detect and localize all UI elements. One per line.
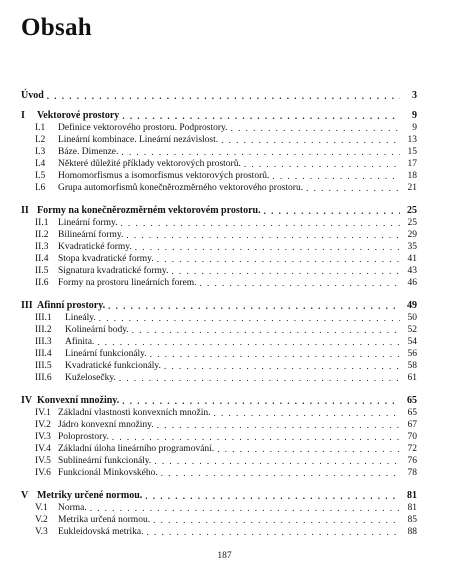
toc-section-row: [21, 514, 417, 526]
toc-entry-number: III.4: [35, 349, 52, 359]
toc-section-row: [21, 324, 417, 336]
toc-entry-number: V.3: [35, 527, 48, 537]
toc-entry-number: II.2: [35, 230, 49, 240]
toc-entry-page: 15: [407, 147, 417, 157]
toc-entry-number: II.4: [35, 254, 49, 264]
toc-entry-title: Jádro konvexní množiny.: [58, 420, 154, 430]
page-title: Obsah: [21, 14, 92, 41]
toc-section-row: [21, 134, 417, 146]
dot-leader: [150, 348, 400, 360]
toc-entry-number: IV.3: [35, 432, 51, 442]
toc-entry-page: 9: [412, 110, 417, 121]
toc-section-row: [21, 253, 417, 265]
toc-entry-number: I.5: [35, 171, 46, 181]
toc-entry-number: I.3: [35, 147, 46, 157]
toc-entry-number: I.4: [35, 159, 46, 169]
toc-entry-page: 9: [412, 123, 417, 133]
toc-entry-page: 3: [412, 90, 417, 101]
toc-section-row: [21, 372, 417, 384]
toc-entry-number: III.2: [35, 325, 52, 335]
toc-entry-page: 18: [407, 171, 417, 181]
toc-entry-number: I.2: [35, 135, 46, 145]
toc-entry-title: Lineární kombinace. Lineární nezávislost.: [58, 135, 219, 145]
toc-entry-number: IV.2: [35, 420, 51, 430]
toc-entry-title: Kuželosečky.: [65, 373, 116, 383]
toc-section-row: [21, 182, 417, 194]
toc-entry-page: 65: [407, 395, 417, 406]
toc-section-row: [21, 229, 417, 241]
toc-entry-page: 21: [407, 183, 417, 193]
toc-entry-page: 67: [407, 420, 417, 430]
toc-entry-page: 17: [407, 159, 417, 169]
toc-entry-page: 41: [407, 254, 417, 264]
toc-entry-number: V.2: [35, 515, 48, 525]
dot-leader: [145, 490, 400, 502]
toc-entry-title: Sublineární funkcionály.: [58, 456, 152, 466]
toc-entry-title: Poloprostory.: [58, 432, 109, 442]
toc-entry-title: Bilineární formy.: [58, 230, 124, 240]
dot-leader: [244, 158, 400, 170]
toc-entry-page: 52: [407, 325, 417, 335]
toc-entry-page: 46: [407, 278, 417, 288]
toc-entry-title: Některé důležité příklady vektorových prostorů.: [58, 159, 241, 169]
toc-entry-number: II.3: [35, 242, 49, 252]
toc-section-row: [21, 217, 417, 229]
toc-section-row: [21, 467, 417, 479]
toc-section-row: [21, 312, 417, 324]
toc-entry-page: 88: [407, 527, 417, 537]
dot-leader: [121, 217, 400, 229]
toc-entry-title: Kolineární body.: [65, 325, 129, 335]
toc-entry-title: Lineární formy.: [58, 218, 118, 228]
toc-entry-title: Eukleidovská metrika.: [58, 527, 144, 537]
dot-leader: [132, 324, 400, 336]
toc-entry-title: Metriky určené normou.: [37, 490, 143, 501]
toc-entry-title: Norma.: [58, 503, 87, 513]
toc-entry-number: I: [21, 110, 25, 121]
toc-chapter-row: [21, 300, 417, 312]
toc-entry-page: 56: [407, 349, 417, 359]
toc-entry-title: Úvod: [21, 90, 44, 101]
toc-entry-title: Kvadratické formy.: [58, 242, 132, 252]
toc-entry-page: 43: [407, 266, 417, 276]
dot-leader: [47, 90, 400, 102]
dot-leader: [157, 253, 400, 265]
toc-entry-title: Lineární funkcionály.: [65, 349, 147, 359]
dot-leader: [214, 407, 400, 419]
dot-leader: [221, 134, 400, 146]
dot-leader: [121, 146, 400, 158]
toc-entry-title: Lineály.: [65, 313, 96, 323]
toc-entry-title: Signatura kvadratické formy.: [58, 266, 169, 276]
toc-entry-title: Homomorfismus a isomorfismus vektorových prostorů.: [58, 171, 270, 181]
toc-entry-page: 72: [407, 444, 417, 454]
toc-entry-title: Metrika určená normou.: [58, 515, 151, 525]
toc-section-row: [21, 348, 417, 360]
toc-section-row: [21, 502, 417, 514]
toc-entry-title: Stopa kvadratické formy.: [58, 254, 154, 264]
toc-section-row: [21, 265, 417, 277]
toc-entry-number: IV.5: [35, 456, 51, 466]
toc-entry-page: 78: [407, 468, 417, 478]
toc-section-row: [21, 360, 417, 372]
toc-entry-page: 76: [407, 456, 417, 466]
dot-leader: [108, 300, 400, 312]
toc-entry-title: Afinní prostory.: [37, 300, 106, 311]
dot-leader: [200, 277, 400, 289]
toc-entry-title: Kvadratické funkcionály.: [65, 361, 161, 371]
toc-entry-page: 29: [407, 230, 417, 240]
toc-entry-number: V.1: [35, 503, 48, 513]
toc-entry-title: Základní úloha lineárního programování.: [58, 444, 215, 454]
toc-entry-page: 50: [407, 313, 417, 323]
toc-entry-number: IV.4: [35, 444, 51, 454]
toc-section-row: [21, 526, 417, 538]
toc-section-row: [21, 158, 417, 170]
page-number: 187: [217, 551, 232, 561]
toc-entry-page: 65: [407, 408, 417, 418]
toc-entry-number: III.6: [35, 373, 52, 383]
dot-leader: [157, 419, 400, 431]
dot-leader: [164, 360, 400, 372]
toc-entry-number: IV.6: [35, 468, 51, 478]
toc-entry-page: 81: [407, 490, 417, 501]
toc-entry-title: Funkcionál Minkovského.: [58, 468, 158, 478]
toc-chapter-row: [21, 490, 417, 502]
dot-leader: [264, 205, 400, 217]
toc-entry-title: Formy na prostoru lineárních forem.: [58, 278, 197, 288]
toc-entry-title: Vektorové prostory: [37, 110, 120, 121]
dot-leader: [119, 372, 400, 384]
toc-entry-number: II.1: [35, 218, 49, 228]
dot-leader: [135, 241, 400, 253]
toc-entry-number: II: [21, 205, 29, 216]
toc-entry-page: 85: [407, 515, 417, 525]
toc-entry-number: IV: [21, 395, 33, 406]
toc-entry-number: I.6: [35, 183, 46, 193]
toc-entry-number: V: [21, 490, 29, 501]
toc-entry-page: 58: [407, 361, 417, 371]
toc-entry-page: 70: [407, 432, 417, 442]
toc-entry-title: Báze. Dimenze.: [58, 147, 119, 157]
toc-entry-page: 81: [407, 503, 417, 513]
toc-entry-number: IV.1: [35, 408, 51, 418]
dot-leader: [146, 526, 400, 538]
toc-section-row: [21, 336, 417, 348]
toc-section-row: [21, 455, 417, 467]
dot-leader: [272, 170, 400, 182]
toc-section-row: [21, 241, 417, 253]
toc-entry-title: Afinita.: [65, 337, 95, 347]
toc-section-row: [21, 431, 417, 443]
toc-entry-number: III.3: [35, 337, 52, 347]
dot-leader: [306, 182, 400, 194]
toc-entry-title: Základní vlastnosti konvexních množin.: [58, 408, 211, 418]
toc-entry-page: 49: [407, 300, 417, 311]
toc-entry-number: III.5: [35, 361, 52, 371]
toc-section-row: [21, 170, 417, 182]
dot-leader: [154, 455, 400, 467]
dot-leader: [112, 431, 400, 443]
toc-entry-page: 25: [407, 205, 417, 216]
dot-leader: [99, 312, 400, 324]
dot-leader: [231, 122, 400, 134]
toc-entry-number: III.1: [35, 313, 52, 323]
dot-leader: [153, 514, 400, 526]
toc-section-row: [21, 146, 417, 158]
toc-chapter-row: [21, 90, 417, 102]
dot-leader: [217, 443, 400, 455]
toc-section-row: [21, 419, 417, 431]
toc-entry-page: 54: [407, 337, 417, 347]
dot-leader: [161, 467, 400, 479]
dot-leader: [171, 265, 400, 277]
toc-section-row: [21, 122, 417, 134]
toc-chapter-row: [21, 395, 417, 407]
toc-entry-number: II.6: [35, 278, 49, 288]
toc-entry-page: 61: [407, 373, 417, 383]
toc-section-row: [21, 277, 417, 289]
toc-entry-number: II.5: [35, 266, 49, 276]
toc-entry-page: 13: [407, 135, 417, 145]
toc-entry-title: Formy na konečněrozměrném vektorovém prostoru.: [37, 205, 261, 216]
toc-section-row: [21, 443, 417, 455]
toc-entry-number: III: [21, 300, 33, 311]
dot-leader: [122, 395, 400, 407]
toc-entry-number: I.1: [35, 123, 46, 133]
toc-entry-page: 25: [407, 218, 417, 228]
toc-entry-title: Definice vektorového prostoru. Podprostory.: [58, 123, 228, 133]
toc-chapter-row: [21, 110, 417, 122]
toc-section-row: [21, 407, 417, 419]
dot-leader: [126, 229, 400, 241]
toc-chapter-row: [21, 205, 417, 217]
dot-leader: [97, 336, 400, 348]
toc-entry-title: Grupa automorfismů konečněrozměrného vektorového prostoru.: [58, 183, 304, 193]
dot-leader: [122, 110, 400, 122]
dot-leader: [90, 502, 400, 514]
toc-entry-title: Konvexní množiny.: [37, 395, 120, 406]
toc-entry-page: 35: [407, 242, 417, 252]
